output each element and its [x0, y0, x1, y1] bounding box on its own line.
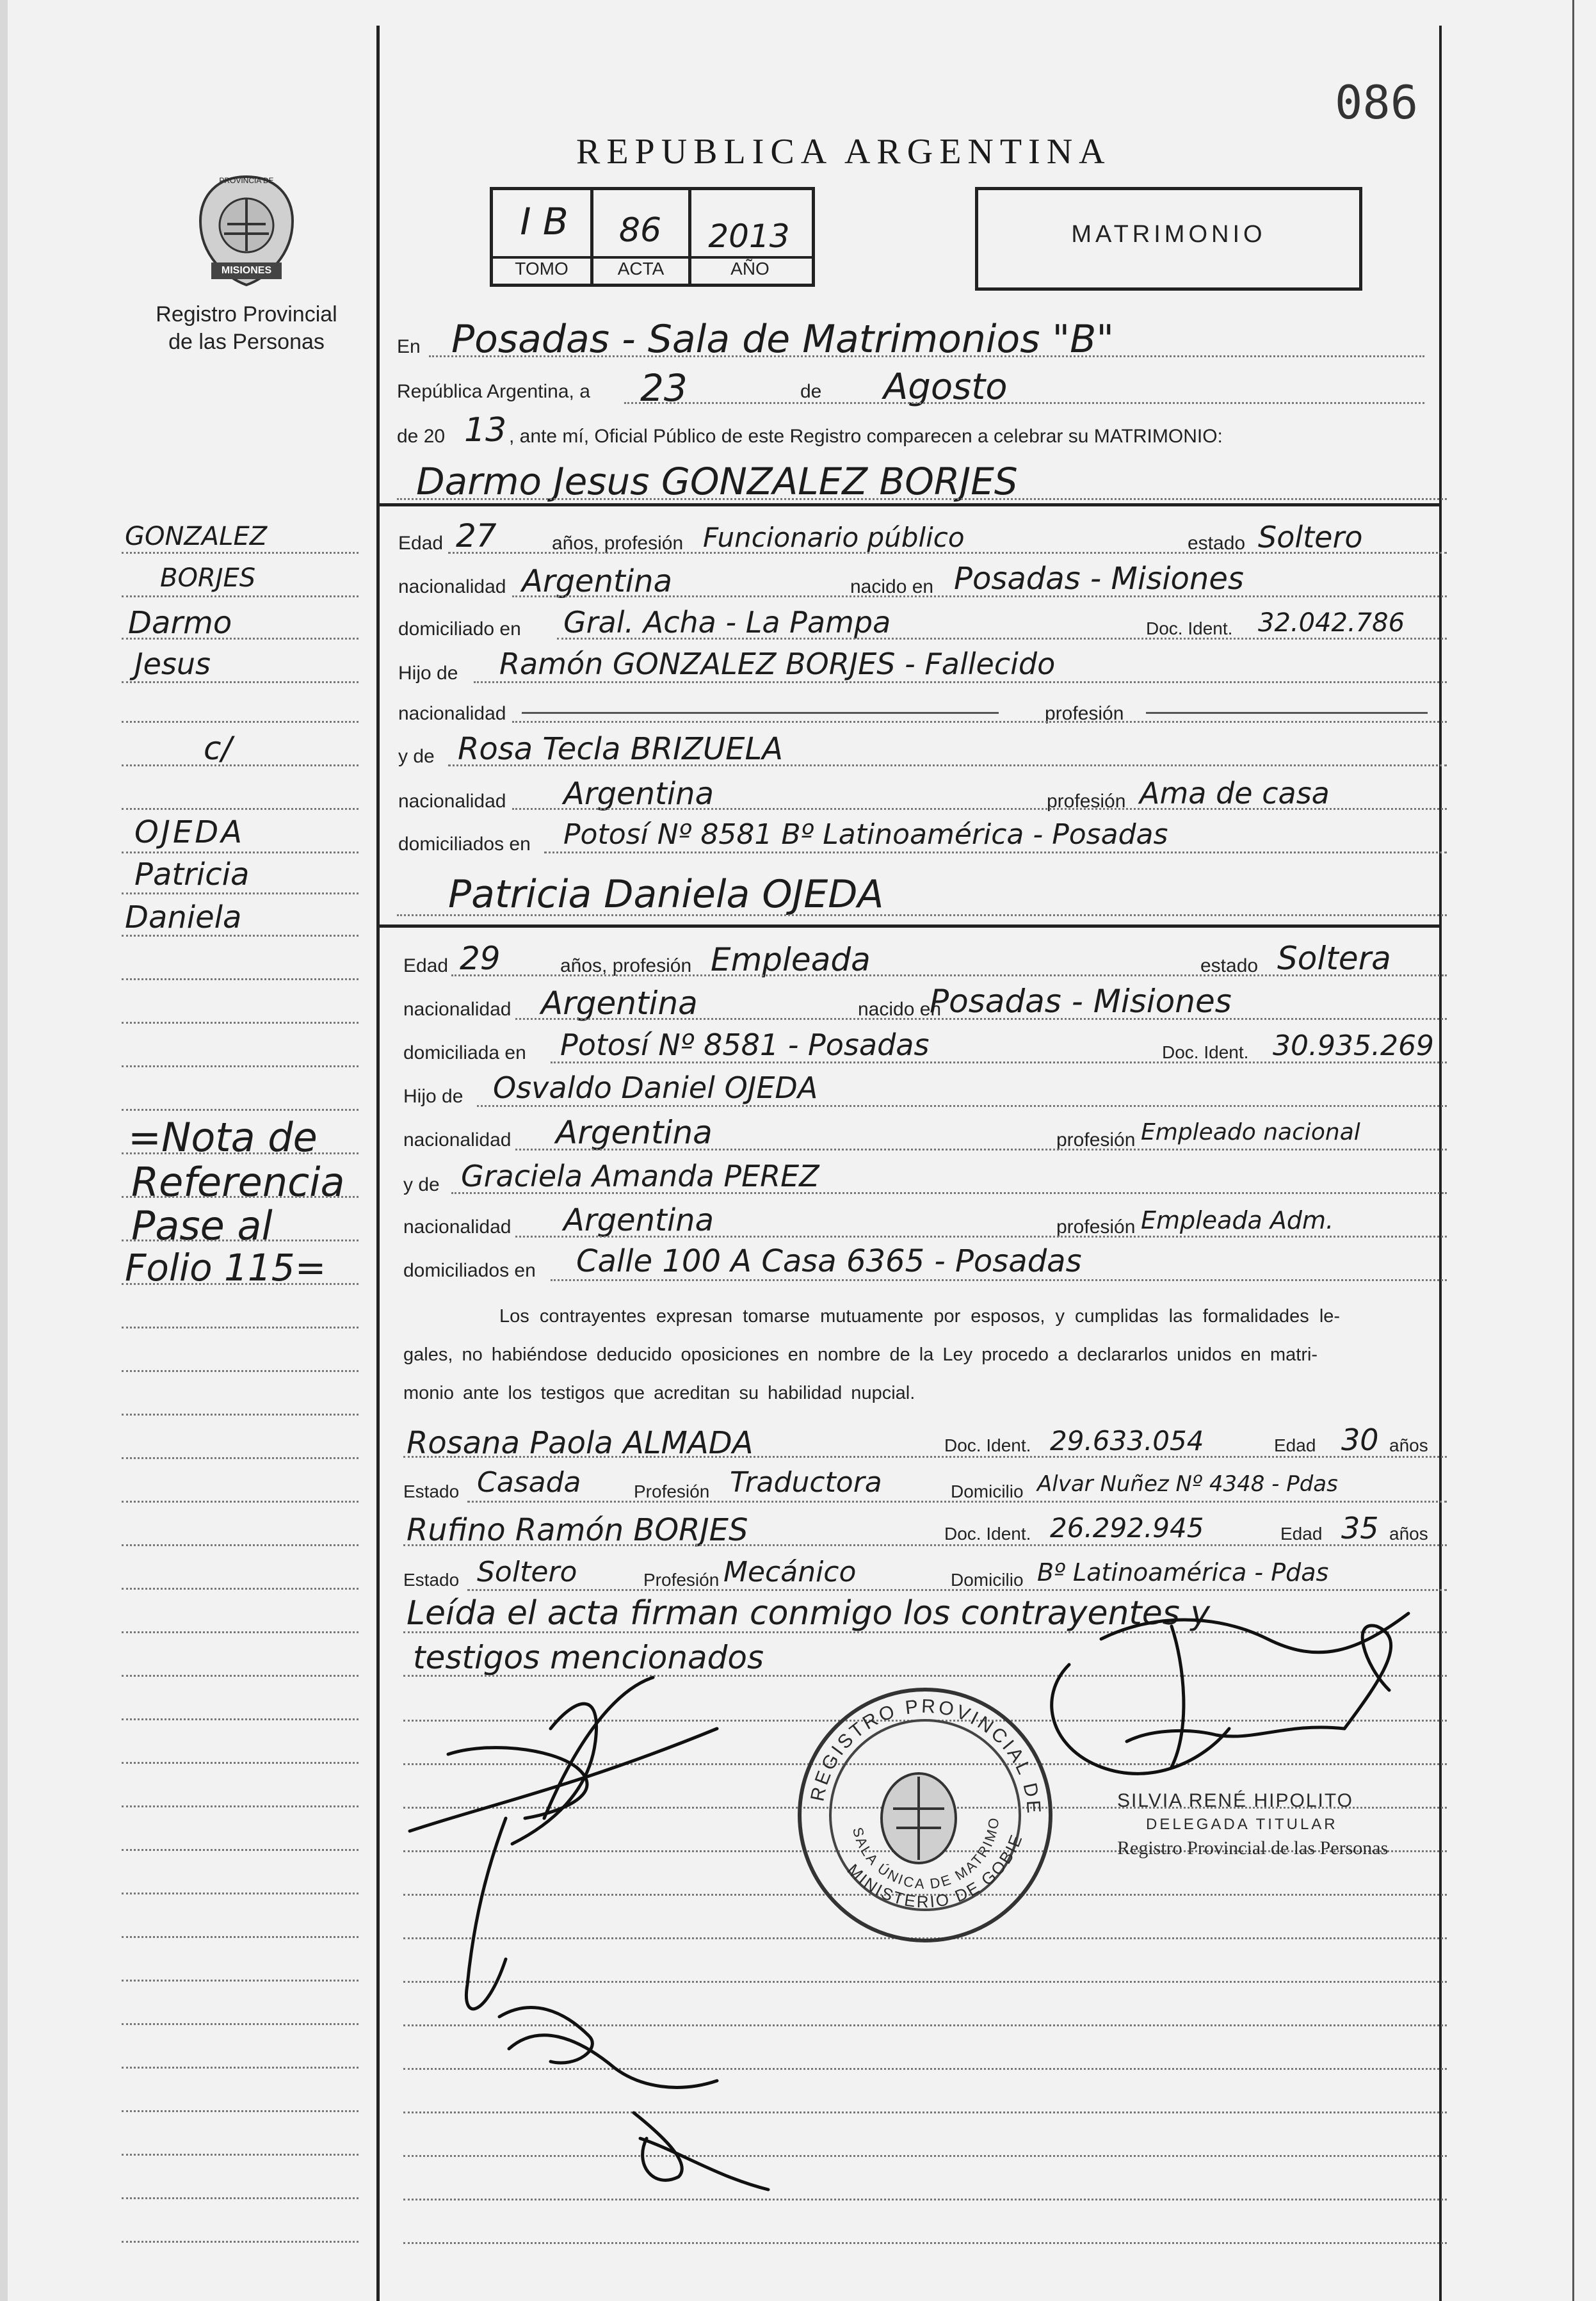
stamp-ring-text: REGISTRO PROVINCIAL DE	[807, 1695, 1045, 1816]
witness-2-profession: Mecánico	[723, 1556, 857, 1588]
republic-label: República Argentina, a	[397, 381, 590, 402]
groom-estado-label: estado	[1188, 533, 1246, 554]
seal-text-top: PROVINCIA DE	[219, 176, 274, 185]
margin-note-2: Referencia	[131, 1159, 345, 1206]
witness-2-doc-label: Doc. Ident.	[944, 1524, 1031, 1544]
margin-groom-name-2: Jesus	[134, 647, 211, 681]
groom-father-label: Hijo de	[398, 663, 458, 684]
en-label: En	[397, 336, 421, 357]
groom-nationality: Argentina	[522, 563, 672, 599]
bride-parents-address-label: domiciliados en	[403, 1260, 536, 1281]
groom-mother: Rosa Tecla BRIZUELA	[458, 731, 784, 767]
de-label: de	[800, 381, 822, 402]
witness-1-status: Casada	[477, 1466, 581, 1499]
bride-civil-status: Soltera	[1277, 940, 1391, 977]
groom-nationality-label: nacionalidad	[398, 576, 506, 597]
witness-1-doc-label: Doc. Ident.	[944, 1435, 1031, 1455]
bride-anios-label: años, profesión	[560, 955, 692, 976]
groom-mother-profession-label: profesión	[1047, 791, 1126, 812]
tomo-value: I B	[520, 200, 568, 243]
groom-father-nationality-label: nacionalidad	[398, 703, 506, 724]
groom-anios-label: años, profesión	[552, 533, 684, 554]
declaration-line-3: monio ante los testigos que acreditan su habilidad nupcial.	[403, 1383, 915, 1403]
groom-doc-label: Doc. Ident.	[1146, 618, 1233, 638]
year-prefix: de 20	[397, 426, 446, 447]
tomo-label: TOMO	[515, 259, 568, 279]
official-title: DELEGADA TITULAR	[1146, 1816, 1338, 1833]
groom-father: Ramón GONZALEZ BORJES - Fallecido	[499, 647, 1056, 681]
witness-1-profession: Traductora	[730, 1466, 882, 1499]
bride-nationality-label: nacionalidad	[403, 999, 512, 1020]
stamp-inner-text: SALA ÚNICA DE MATRIMO	[849, 1815, 1003, 1893]
bride-estado-label: estado	[1200, 955, 1259, 976]
groom-birthplace: Posadas - Misiones	[954, 561, 1244, 597]
witness-1-estado-label: Estado	[403, 1482, 460, 1501]
bride-full-name: Patricia Daniela OJEDA	[448, 872, 884, 917]
witness-2-address: Bº Latinoamérica - Pdas	[1037, 1558, 1329, 1586]
official-name: SILVIA RENÉ HIPOLITO	[1117, 1790, 1354, 1811]
ceremony-day: 23	[640, 366, 688, 410]
groom-edad-label: Edad	[398, 533, 444, 554]
bride-mother-nationality: Argentina	[563, 1202, 714, 1238]
bride-mother-nationality-label: nacionalidad	[403, 1216, 512, 1238]
anio-value: 2013	[708, 218, 790, 255]
witness-2-dom-label: Domicilio	[951, 1570, 1024, 1590]
bride-parents-address: Calle 100 A Casa 6365 - Posadas	[576, 1243, 1082, 1279]
closing-line-2: testigos mencionados	[413, 1639, 764, 1676]
bride-mother: Graciela Amanda PEREZ	[461, 1159, 819, 1193]
groom-mother-label: y de	[398, 746, 435, 767]
folio-number: 086	[1335, 76, 1419, 129]
bride-father-nationality-label: nacionalidad	[403, 1129, 512, 1150]
acta-label: ACTA	[617, 259, 665, 279]
bride-father-nationality: Argentina	[556, 1114, 713, 1151]
anio-label: AÑO	[730, 259, 770, 279]
witness-2-anios-label: años	[1389, 1524, 1428, 1544]
stamp-bottom-text: MINISTERIO DE GOBIE	[843, 1830, 1027, 1912]
witness-2-doc: 26.292.945	[1050, 1512, 1204, 1544]
groom-full-name: Darmo Jesus GONZALEZ BORJES	[416, 460, 1018, 503]
witness-1-dom-label: Domicilio	[951, 1482, 1024, 1501]
groom-doc-number: 32.042.786	[1258, 608, 1405, 638]
declaration-line-2: gales, no habiéndose deducido oposiciones en nombre de la Ley procedo a declararlos unidos en matri-	[403, 1344, 1318, 1365]
closing-line-1: Leída el acta firman conmigo los contrayentes y	[407, 1594, 1211, 1633]
bride-age: 29	[460, 940, 501, 977]
bride-doc-label: Doc. Ident.	[1162, 1042, 1249, 1062]
bride-mother-profession-label: profesión	[1056, 1216, 1136, 1238]
bride-address-label: domiciliada en	[403, 1042, 526, 1063]
contractor-signatures	[410, 1677, 768, 2190]
ceremony-month: Agosto	[883, 366, 1008, 408]
witness-1-anios-label: años	[1389, 1435, 1428, 1455]
margin-note-1: =Nota de	[128, 1114, 318, 1161]
acta-value: 86	[618, 211, 662, 250]
witness-1-address: Alvar Nuñez Nº 4348 - Pdas	[1037, 1471, 1338, 1497]
groom-age: 27	[456, 517, 497, 554]
margin-groom-surname-1: GONZALEZ	[125, 522, 268, 551]
witness-2-age: 35	[1341, 1511, 1379, 1546]
groom-address: Gral. Acha - La Pampa	[563, 605, 891, 640]
groom-mother-nationality: Argentina	[563, 776, 714, 812]
bride-birthplace: Posadas - Misiones	[930, 983, 1232, 1020]
margin-groom-surname-2: BORJES	[160, 563, 256, 593]
margin-bride-surname: OJEDA	[134, 814, 245, 850]
groom-father-profession-label: profesión	[1045, 703, 1124, 724]
bride-father-label: Hijo de	[403, 1086, 463, 1107]
bride-address: Potosí Nº 8581 - Posadas	[560, 1028, 930, 1062]
groom-birthplace-label: nacido en	[850, 576, 934, 597]
bride-nationality: Argentina	[541, 985, 698, 1022]
act-type: MATRIMONIO	[1071, 221, 1266, 248]
bride-birthplace-label: nacido en	[858, 999, 942, 1020]
witness-2-edad-label: Edad	[1280, 1524, 1323, 1544]
bride-father: Osvaldo Daniel OJEDA	[493, 1070, 818, 1105]
official-org: Registro Provincial de las Personas	[1117, 1837, 1389, 1859]
declaration-line-1: Los contrayentes expresan tomarse mutuamente por esposos, y cumplidas las formalidades le-	[499, 1306, 1341, 1327]
margin-groom-name-1: Darmo	[128, 605, 232, 641]
groom-mother-nationality-label: nacionalidad	[398, 791, 506, 812]
bride-edad-label: Edad	[403, 955, 449, 976]
bride-father-profession: Empleado nacional	[1141, 1119, 1360, 1145]
bride-mother-profession: Empleada Adm.	[1141, 1206, 1334, 1234]
witness-1-edad-label: Edad	[1274, 1435, 1316, 1455]
witness-1-age: 30	[1341, 1423, 1379, 1457]
registry-name-line2: de las Personas	[168, 330, 325, 354]
margin-connector: c/	[204, 730, 232, 767]
registry-name-line1: Registro Provincial	[156, 302, 337, 327]
groom-profession: Funcionario público	[703, 522, 965, 553]
margin-note-3: Pase al	[131, 1202, 273, 1249]
seal-text-bottom: MISIONES	[221, 265, 272, 276]
groom-parents-address: Potosí Nº 8581 Bº Latinoamérica - Posadas	[563, 818, 1168, 851]
margin-bride-name-1: Patricia	[134, 857, 250, 892]
groom-mother-profession: Ama de casa	[1140, 776, 1330, 811]
witness-2-status: Soltero	[477, 1556, 577, 1588]
margin-note-4: Folio 115=	[125, 1246, 326, 1289]
margin-bride-name-2: Daniela	[125, 900, 242, 935]
witness-1-doc: 29.633.054	[1050, 1425, 1204, 1457]
groom-civil-status: Soltero	[1258, 520, 1363, 554]
bride-father-profession-label: profesión	[1056, 1129, 1136, 1150]
page-title: REPUBLICA ARGENTINA	[576, 132, 1111, 172]
ceremony-place: Posadas - Sala de Matrimonios "B"	[451, 317, 1114, 362]
bride-mother-label: y de	[403, 1174, 440, 1195]
witness-2-prof-label: Profesión	[643, 1570, 720, 1590]
witness-1-prof-label: Profesión	[634, 1482, 710, 1501]
ceremony-year: 13	[464, 411, 507, 449]
witness-2-name: Rufino Ramón BORJES	[407, 1512, 748, 1548]
groom-parents-address-label: domiciliados en	[398, 834, 531, 855]
official-signature	[1052, 1613, 1408, 1773]
bride-doc-number: 30.935.269	[1273, 1029, 1434, 1062]
groom-address-label: domiciliado en	[398, 618, 521, 640]
witness-2-estado-label: Estado	[403, 1570, 460, 1590]
witness-1-name: Rosana Paola ALMADA	[407, 1425, 754, 1461]
bride-profession: Empleada	[711, 941, 871, 978]
intro-statement: , ante mí, Oficial Público de este Registro comparecen a celebrar su MATRIMONIO:	[509, 426, 1223, 447]
